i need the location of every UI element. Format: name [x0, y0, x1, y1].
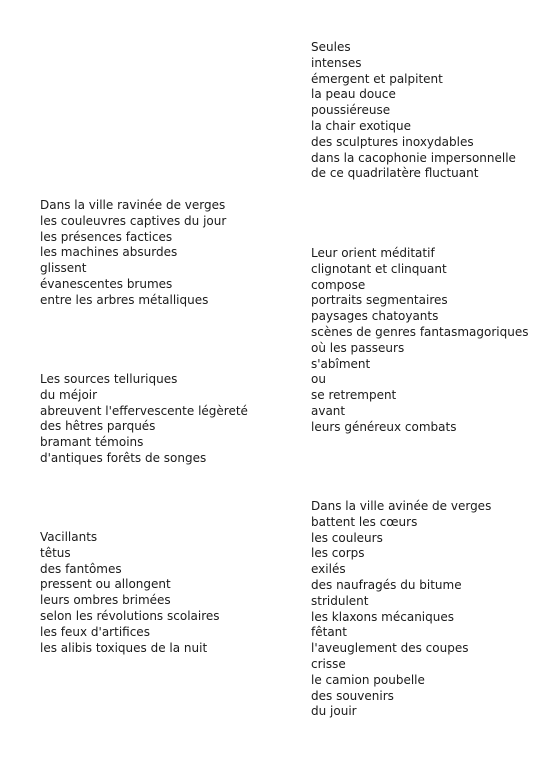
poem-line: s'abîment	[311, 356, 371, 371]
poem-line: les présences factices	[40, 229, 173, 244]
poem-line: dans la cacophonie impersonnelle	[311, 150, 516, 165]
stanza-3	[311, 246, 528, 436]
poem-line: Les sources telluriques	[40, 372, 178, 386]
poem-line: où les passeurs	[311, 340, 405, 355]
poem-line: stridulent	[311, 593, 369, 608]
poem-line: les feux d'artifices	[40, 624, 150, 639]
poem-line: les machines absurdes	[40, 245, 178, 260]
poem-line: ou	[311, 372, 326, 387]
poem-line: les couleurs	[311, 530, 383, 545]
poem-line: bramant témoins	[40, 435, 144, 450]
poem-line: Dans la ville ravinée de verges	[40, 198, 226, 212]
poem-line: du méjoir	[40, 387, 98, 402]
poem-line: entre les arbres métalliques	[40, 292, 209, 307]
poem-line: de ce quadrilatère fluctuant	[311, 166, 479, 181]
poem-line: abreuvent l'effervescente légèreté	[40, 403, 248, 418]
poem-line: Leur orient méditatif	[311, 246, 435, 260]
poem-line: leurs ombres brimées	[40, 593, 171, 608]
poem-line: des hêtres parqués	[40, 419, 156, 434]
poem-line: les couleuvres captives du jour	[40, 213, 227, 228]
poem-line: des fantômes	[40, 561, 122, 576]
poem-line: paysages chatoyants	[311, 309, 439, 324]
poem-line: Vacillants	[40, 530, 98, 544]
poem-line: émergent et palpitent	[311, 71, 443, 86]
poem-line: pressent ou allongent	[40, 577, 171, 592]
poem-line: d'antiques forêts de songes	[40, 450, 207, 465]
poem-line: la peau douce	[311, 87, 396, 102]
poem-line: la chair exotique	[311, 118, 412, 133]
poem-line: leurs généreux combats	[311, 419, 457, 434]
stanza-4	[40, 372, 248, 467]
stanza-6	[40, 530, 220, 656]
poem-line: scènes de genres fantasmagoriques	[311, 324, 529, 339]
stanza-1	[311, 40, 516, 182]
poem-line: exilés	[311, 562, 346, 577]
poem-line: Seules	[311, 40, 351, 54]
poem-line: les alibis toxiques de la nuit	[40, 640, 208, 655]
poem-line: les klaxons mécaniques	[311, 609, 454, 624]
poem-line: portraits segmentaires	[311, 293, 448, 308]
poem-line: des sculptures inoxydables	[311, 134, 474, 149]
poem-line: crisse	[311, 656, 346, 671]
poem-line: clignotant et clinquant	[311, 261, 447, 276]
poem-line: têtus	[40, 545, 71, 560]
poem-line: évanescentes brumes	[40, 276, 173, 291]
poem-line: compose	[311, 277, 366, 292]
poem-line: fêtant	[311, 625, 347, 640]
poem-line: selon les révolutions scolaires	[40, 608, 220, 623]
poem-line: se retrempent	[311, 388, 397, 403]
poem-line: du jouir	[311, 704, 357, 719]
stanza-5	[311, 499, 491, 720]
poem-line: battent les cœurs	[311, 514, 418, 529]
poem-line: le camion poubelle	[311, 672, 425, 687]
poem-line: intenses	[311, 55, 362, 70]
poem-line: des naufragés du bitume	[311, 577, 462, 592]
stanza-2	[40, 198, 226, 309]
poem-line: poussiéreuse	[311, 103, 391, 118]
poem-line: les corps	[311, 546, 365, 561]
poem-line: l'aveuglement des coupes	[311, 641, 469, 656]
poem-line: avant	[311, 403, 346, 418]
poem-line: glissent	[40, 261, 87, 276]
poem-line: des souvenirs	[311, 688, 394, 703]
poem-line: Dans la ville avinée de verges	[311, 499, 492, 513]
